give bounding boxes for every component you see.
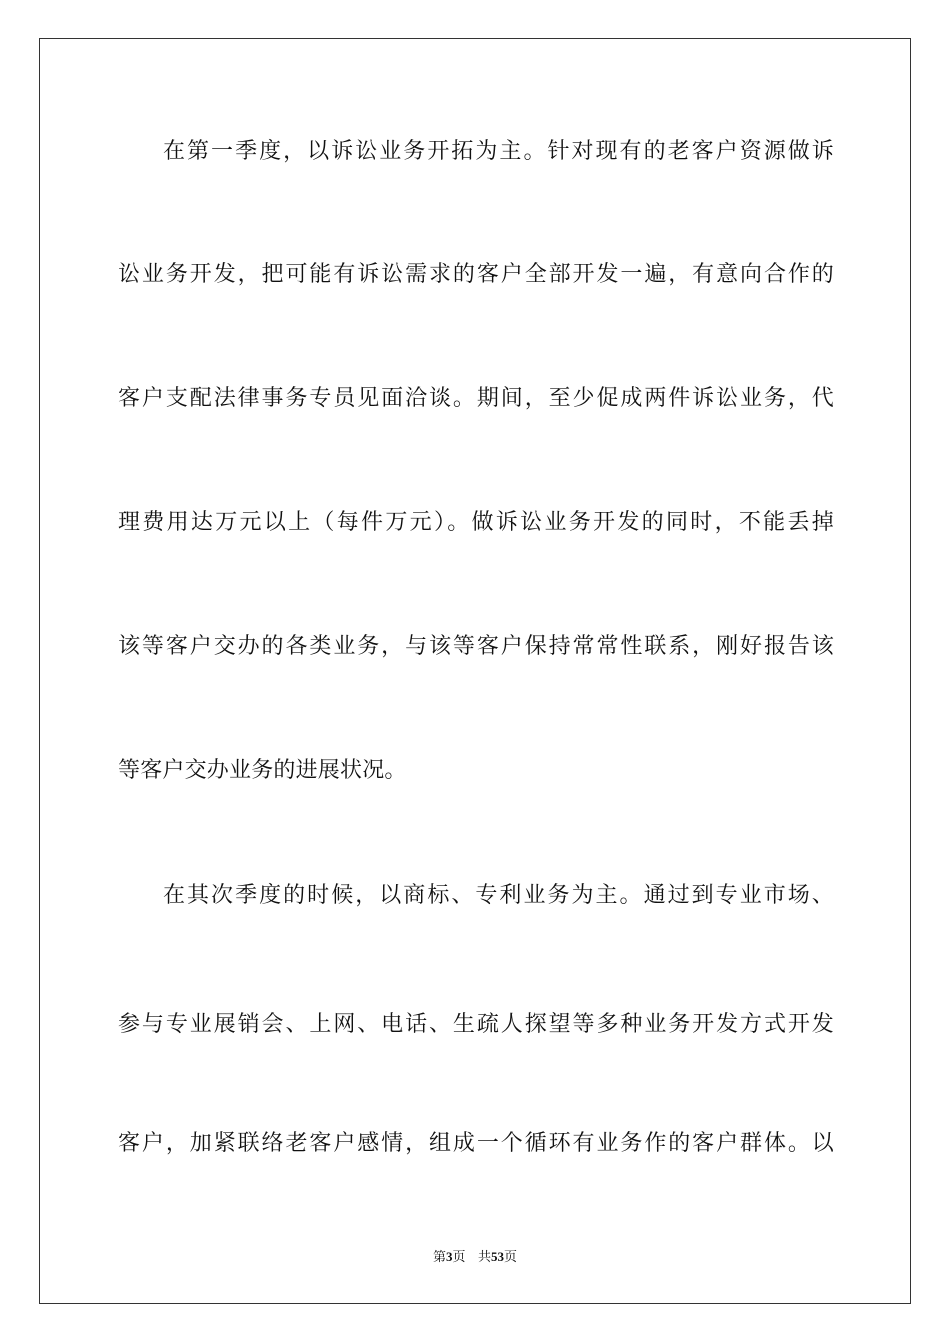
paragraph-1-line-1: 在第一季度，以诉讼业务开拓为主。针对现有的老客户资源做诉	[163, 139, 834, 164]
footer-page-prefix: 第	[433, 1250, 447, 1265]
paragraph-1-line-6: 等客户交办业务的进展状况。	[118, 758, 407, 783]
footer-total-pages: 53	[490, 1249, 504, 1264]
page-footer	[0, 1249, 950, 1266]
paragraph-2-line-3: 客户，加紧联络老客户感情，组成一个循环有业务作的客户群体。以	[118, 1131, 834, 1156]
footer-total-suffix: 页	[503, 1250, 517, 1265]
paragraph-1-line-4: 理费用达万元以上（每件万元）。做诉讼业务开发的同时，不能丢掉	[118, 510, 834, 535]
paragraph-2-line-1: 在其次季度的时候，以商标、专利业务为主。通过到专业市场、	[163, 883, 834, 908]
footer-page-number: 3	[446, 1249, 453, 1264]
paragraph-1-line-5: 该等客户交办的各类业务，与该等客户保持常常性联系，刚好报告该	[118, 634, 834, 659]
paragraph-1-line-3: 客户支配法律事务专员见面洽谈。期间，至少促成两件诉讼业务，代	[118, 386, 834, 411]
paragraph-1-line-2: 讼业务开发，把可能有诉讼需求的客户全部开发一遍，有意向合作的	[118, 262, 834, 287]
footer-total-prefix: 共	[477, 1250, 491, 1265]
footer-page-suffix: 页	[452, 1250, 466, 1265]
paragraph-2-line-2: 参与专业展销会、上网、电话、生疏人探望等多种业务开发方式开发	[118, 1012, 834, 1037]
page-border	[39, 38, 911, 1304]
